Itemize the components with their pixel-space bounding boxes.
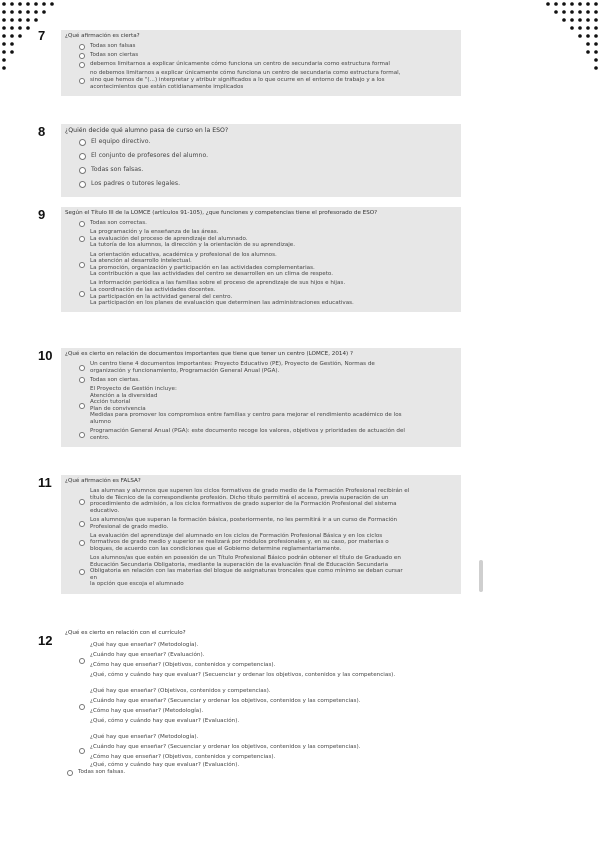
radio-button[interactable]: [79, 365, 85, 371]
option-text: ¿Qué hay que enseñar? (Objetivos, contenidos y competencias).: [90, 688, 271, 695]
answer-option[interactable]: [65, 428, 457, 441]
option-text: La evaluación del aprendizaje del alumnado en los ciclos de Formación Profesional Básica y en los ciclos: [90, 532, 383, 539]
option-text: Todas son correctas.: [90, 220, 147, 227]
option-text: centro.: [90, 434, 110, 441]
radio-button[interactable]: [79, 291, 85, 297]
answer-option[interactable]: [65, 517, 457, 530]
radio-button[interactable]: [79, 167, 86, 174]
corner-dots-decoration-left: [0, 0, 70, 80]
option-text: Profesional de grado medio.: [90, 523, 169, 530]
option-text: en: [90, 574, 97, 581]
option-text: La información periódica a las familias sobre el proceso de aprendizaje de sus hijos e hijas.: [90, 280, 346, 287]
radio-button[interactable]: [79, 62, 85, 68]
radio-button[interactable]: [79, 181, 86, 188]
answer-option[interactable]: [65, 180, 457, 188]
option-text: Educación Secundaria Obligatoria, mediante la superación de la evaluación final de Educación Secundaria: [90, 561, 389, 568]
question-number: 9: [38, 207, 46, 222]
radio-button[interactable]: [79, 221, 85, 227]
option-text: Los alumnos/as que superan la formación básica, posteriormente, no les permitirá ir a un curso de Formación: [90, 517, 398, 524]
option-text: acontecimientos que están cotidianamente implicados: [90, 83, 244, 90]
answer-option[interactable]: [65, 138, 457, 146]
answer-option[interactable]: [65, 166, 457, 174]
option-text: ¿Qué hay que enseñar? (Metodología).: [90, 734, 199, 741]
answer-option[interactable]: [65, 220, 457, 227]
option-text: ¿Cómo hay que enseñar? (Metodología).: [90, 708, 204, 715]
answer-option[interactable]: [65, 640, 457, 680]
radio-button[interactable]: [79, 569, 85, 575]
option-text: Acción tutorial: [90, 399, 131, 406]
option-text: Programación General Anual (PGA): este documento recoge los valores, objetivos y prioridades de actuación del: [90, 428, 405, 435]
option-text: ¿Cómo hay que enseñar? (Objetivos, contenidos y competencias).: [90, 662, 276, 669]
option-text: El equipo directivo.: [91, 138, 151, 145]
option-text: Todas son falsas.: [91, 166, 144, 173]
answer-option[interactable]: [65, 70, 457, 90]
option-text: organización y funcionamiento, Programación General Anual (PGA).: [90, 367, 280, 374]
answer-option[interactable]: [65, 361, 457, 374]
option-text: ¿Cuándo hay que enseñar? (Secuenciar y ordenar los objetivos, contenidos y las competencias).: [90, 698, 361, 705]
option-text: ¿Cómo hay que enseñar? (Objetivos, contenidos y competencias).: [90, 754, 276, 761]
option-text: La programación y la enseñanza de las áreas.: [90, 229, 219, 236]
answer-option[interactable]: [65, 252, 457, 278]
option-text: Plan de convivencia: [90, 405, 146, 412]
radio-button[interactable]: [67, 770, 73, 776]
option-text: alumno: [90, 418, 111, 425]
answer-option[interactable]: [65, 229, 457, 249]
question-stem: ¿Qué es cierto en relación de documentos importantes que tiene que tener un centro (LOMCE, 2014) ?: [65, 351, 353, 357]
option-text: El conjunto de profesores del alumno.: [91, 152, 209, 159]
option-text: La promoción, organización y participación en las actividades complementarias.: [90, 264, 315, 271]
radio-button[interactable]: [79, 236, 85, 242]
question-box: [61, 348, 461, 447]
option-text: la opción que escoja el alumnado: [90, 581, 184, 588]
option-text: Obligatoria en relación con las materias del bloque de asignaturas troncales que como mínimo se deban cursar: [90, 568, 403, 575]
question-stem: ¿Quién decide qué alumno pasa de curso en la ESO?: [65, 127, 229, 134]
radio-button[interactable]: [79, 403, 85, 409]
answer-option[interactable]: [53, 769, 457, 776]
radio-button[interactable]: [79, 78, 85, 84]
option-text: Todas son ciertas.: [90, 376, 140, 383]
option-text: La evaluación del proceso de aprendizaje del alumnado.: [90, 235, 248, 242]
option-text: formativos de grado medio y superior se realizará por módulos profesionales y, en su caso, por materias o: [90, 539, 389, 546]
answer-option[interactable]: [65, 43, 457, 50]
option-text: La tutoría de los alumnos, la dirección y la orientación de su aprendizaje.: [90, 242, 296, 249]
option-text: debemos limitarnos a explicar únicamente cómo funciona un centro de secundaria como estructura formal: [90, 61, 390, 68]
answer-option[interactable]: [65, 61, 457, 68]
corner-dots-decoration-right: [530, 0, 600, 80]
radio-button[interactable]: [79, 262, 85, 268]
radio-button[interactable]: [79, 53, 85, 59]
option-text: Atención a la diversidad: [90, 392, 158, 399]
option-text: Un centro tiene 4 documentos importantes: Proyecto Educativo (PE), Proyecto de Gestión, Normas de: [90, 361, 375, 368]
answer-option[interactable]: [65, 280, 457, 306]
option-text: La participación en la actividad general del centro.: [90, 293, 233, 300]
option-text: Los alumnos/as que estén en posesión de un Título Profesional Básico podrán obtener el título de Graduado en: [90, 555, 401, 562]
option-text: La orientación educativa, académica y profesional de los alumnos.: [90, 251, 277, 258]
radio-button[interactable]: [79, 704, 85, 710]
radio-button[interactable]: [79, 377, 85, 383]
radio-button[interactable]: [79, 139, 86, 146]
answer-option[interactable]: [65, 555, 457, 588]
option-text: Medidas para promover los compromisos entre familias y centro para mejorar el rendimiento académico de los: [90, 412, 402, 419]
option-text: ¿Qué hay que enseñar? (Metodología).: [90, 642, 199, 649]
radio-button[interactable]: [79, 153, 86, 160]
question-box: [61, 475, 461, 594]
question-box: [61, 207, 461, 312]
question-number: 7: [38, 28, 46, 43]
option-text: La atención al desarrollo intelectual.: [90, 258, 192, 265]
radio-button[interactable]: [79, 521, 85, 527]
option-text: sino que hemos de "(...) interpretar y atribuir significados a lo que ocurre en el entorno de trabajo y a los: [90, 77, 385, 84]
answer-option[interactable]: [65, 533, 457, 553]
radio-button[interactable]: [79, 748, 85, 754]
option-text: Todas son ciertas: [90, 52, 139, 59]
option-text: educativo.: [90, 507, 120, 514]
question-stem: Según el Título III de la LOMCE (artículos 91-105), ¿que funciones y competencias tiene el profesorado de ESO?: [65, 210, 378, 216]
option-text: Todas son falsas: [90, 43, 136, 50]
question-box: [61, 627, 461, 781]
option-text: La coordinación de las actividades docentes.: [90, 287, 216, 294]
option-text: Todas son falsas.: [78, 769, 126, 776]
option-text: ¿Qué, cómo y cuándo hay que evaluar? (Secuenciar y ordenar los objetivos, contenidos y las competencias).: [90, 672, 396, 679]
question-stem: ¿Qué es cierto en relación con el currículo?: [65, 630, 186, 636]
answer-option[interactable]: [65, 732, 457, 768]
answer-option[interactable]: [65, 152, 457, 160]
question-number: 10: [38, 348, 53, 363]
option-text: ¿Cuándo hay que enseñar? (Secuenciar y ordenar los objetivos, contenidos y las competencias).: [90, 744, 361, 751]
question-number: 11: [38, 475, 52, 490]
radio-button[interactable]: [79, 432, 85, 438]
answer-option[interactable]: [65, 52, 457, 59]
option-text: ¿Qué, cómo y cuándo hay que evaluar? (Evaluación).: [90, 762, 240, 769]
option-text: procedimiento de admisión, a los ciclos formativos de grado superior de la Formación Profesional del sistema: [90, 501, 397, 508]
option-text: no debemos limitarnos a explicar únicamente cómo funciona un centro de secundaria como estructura formal,: [90, 70, 401, 77]
radio-button[interactable]: [79, 499, 85, 505]
option-text: El Proyecto de Gestión incluye:: [90, 385, 177, 392]
option-text: título de Técnico de la correspondiente profesión. Dicho título permitirá el acceso, previa superación de un: [90, 494, 389, 501]
question-stem: ¿Qué afirmación es cierta?: [65, 33, 140, 39]
option-text: La contribución a que las actividades del centro se desarrollen en un clima de respeto.: [90, 271, 334, 278]
scrollbar[interactable]: [479, 560, 483, 592]
answer-option[interactable]: [65, 488, 457, 514]
question-box: [61, 124, 461, 197]
radio-button[interactable]: [79, 44, 85, 50]
option-text: Las alumnas y alumnos que superen los ciclos formativos de grado medio de la Formación Profesional recibirán el: [90, 488, 410, 495]
question-box: [61, 30, 461, 96]
option-text: ¿Qué, cómo y cuándo hay que evaluar? (Evaluación).: [90, 718, 240, 725]
answer-option[interactable]: [65, 377, 457, 384]
radio-button[interactable]: [79, 658, 85, 664]
answer-option[interactable]: [65, 686, 457, 726]
answer-option[interactable]: [65, 386, 457, 426]
option-text: Los padres o tutores legales.: [91, 180, 181, 187]
radio-button[interactable]: [79, 540, 85, 546]
question-number: 12: [38, 633, 53, 648]
option-text: bloques, de acuerdo con las condiciones que el Gobierno determine reglamentariamente.: [90, 545, 342, 552]
question-stem: ¿Qué afirmación es FALSA?: [65, 478, 141, 484]
option-text: La participación en los planes de evaluación que determinen las administraciones educativas.: [90, 300, 354, 307]
option-text: ¿Cuándo hay que enseñar? (Evaluación).: [90, 652, 205, 659]
question-number: 8: [38, 124, 46, 139]
